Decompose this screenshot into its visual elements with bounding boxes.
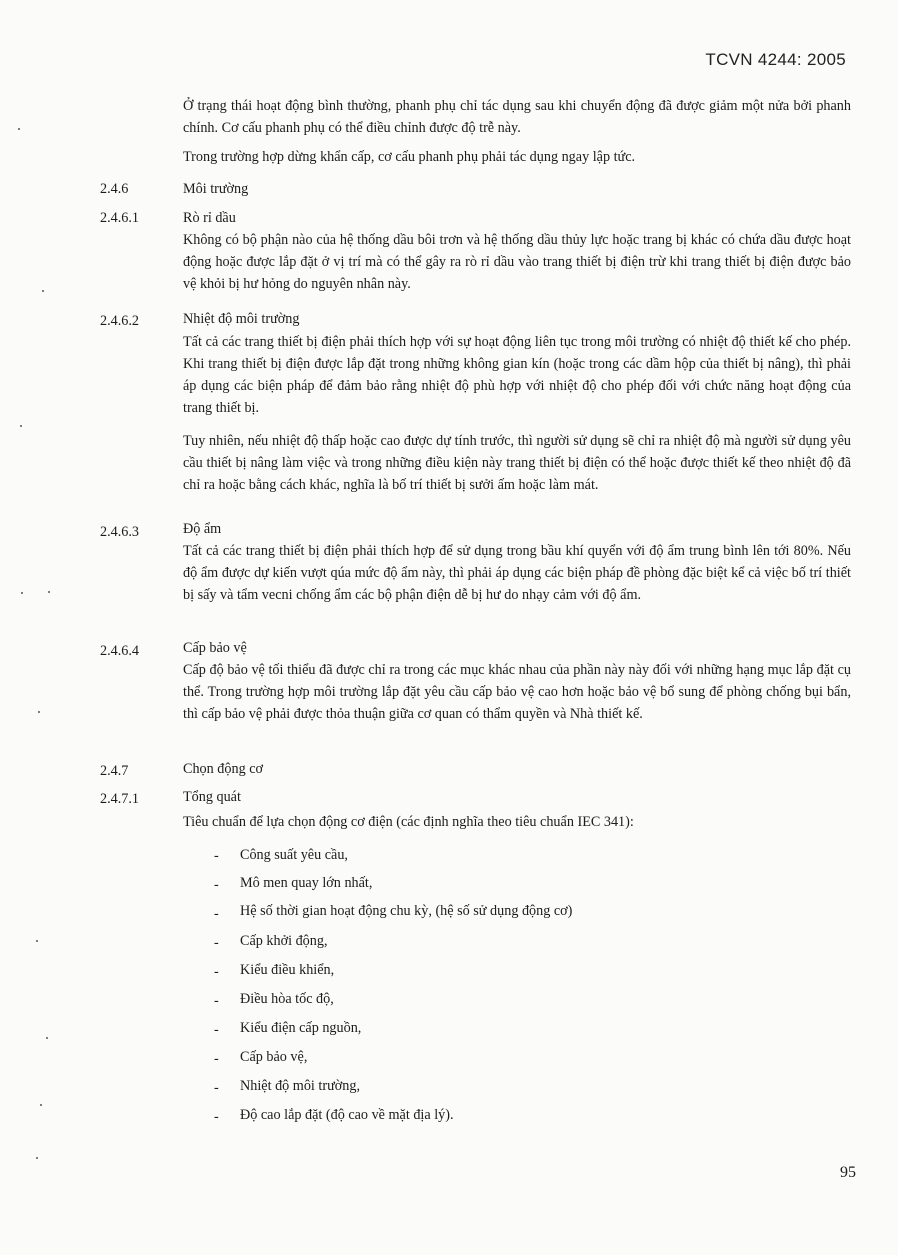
section-text-2-4-6-4: Cấp độ bảo vệ tối thiểu đã được chỉ ra trong các mục khác nhau của phần này này đối với những hạng mục lắp đặt cụ thể. Trong trường hợp môi trường lắp đặt yêu cầu cấp bảo vệ cao hơn hoặc bảo vệ bổ sung để phòng chống bụi bẩn, thì cấp bảo vệ phải được thỏa thuận giữa cơ quan có thẩm quyền và Nhà thiết kế. (183, 662, 851, 722)
list-item: Kiểu điều khiển, (240, 962, 335, 978)
section-title-2-4-6-3: Độ ẩm (183, 521, 222, 537)
section-number-2-4-6-3: 2.4.6.3 (100, 524, 140, 540)
section-text-2-4-6-3: Tất cả các trang thiết bị điện phải thích hợp để sử dụng trong bầu khí quyển với độ ẩm trung bình lên tới 80%. Nếu độ ẩm được dự kiến vượt qúa mức độ ẩm này, thì phải áp dụng các biện pháp đề phòng đặc biệt kể cả việc bố trí thiết bị sấy và tẩm vecni chống ẩm các bộ phận điện dễ bị hư do nhạy cảm với độ ẩm. (183, 543, 851, 603)
scan-speck (46, 1037, 48, 1039)
section-number-2-4-6-1: 2.4.6.1 (100, 210, 140, 226)
section-text-2-4-6-2-b: Tuy nhiên, nếu nhiệt độ thấp hoặc cao được dự tính trước, thì người sử dụng sẽ chỉ ra nhiệt độ mà người sử dụng yêu cầu thiết bị nâng làm việc và trong những điều kiện này trang thiết bị điện có thể hoặc được thiết kế theo nhiệt độ đã chỉ ra hoặc bằng cách khác, nghĩa là bố trí thiết bị sưởi ấm hoặc làm mát. (183, 433, 851, 493)
list-item: Điều hòa tốc độ, (240, 991, 334, 1007)
section-text-2-4-7-1: Tiêu chuẩn để lựa chọn động cơ điện (các định nghĩa theo tiêu chuẩn IEC 341): (183, 814, 634, 830)
list-item: Cấp bảo vệ, (240, 1049, 308, 1065)
section-title-2-4-6-2: Nhiệt độ môi trường (183, 311, 300, 327)
scan-speck (21, 592, 23, 594)
bullet-marker: - (214, 993, 219, 1009)
list-item: Mô men quay lớn nhất, (240, 875, 373, 891)
scan-speck (48, 591, 50, 593)
bullet-marker: - (214, 906, 219, 922)
section-title-2-4-7: Chọn động cơ (183, 761, 264, 777)
page-number: 95 (840, 1164, 856, 1181)
standard-header: TCVN 4244: 2005 (705, 50, 846, 69)
list-item: Kiểu điện cấp nguồn, (240, 1020, 362, 1036)
scan-speck (20, 425, 22, 427)
section-number-2-4-6: 2.4.6 (100, 181, 129, 197)
bullet-marker: - (214, 1109, 219, 1125)
section-number-2-4-6-2: 2.4.6.2 (100, 313, 140, 329)
bullet-marker: - (214, 877, 219, 893)
bullet-marker: - (214, 1051, 219, 1067)
section-text-2-4-6-1: Không có bộ phận nào của hệ thống dầu bôi trơn và hệ thống dầu thủy lực hoặc trang bị khác có chứa dầu được hoạt động hoặc được lắp đặt ở vị trí mà có thể gây ra rò rỉ dầu vào trang thiết bị điện trừ khi trang thiết bị điện được bảo vệ khỏi bị hư hỏng do nguyên nhân này. (183, 232, 851, 292)
bullet-marker: - (214, 964, 219, 980)
list-item: Cấp khởi động, (240, 933, 328, 949)
list-item: Nhiệt độ môi trường, (240, 1078, 361, 1094)
scan-speck (36, 1157, 38, 1159)
list-item: Độ cao lắp đặt (độ cao về mặt địa lý). (240, 1107, 454, 1123)
section-text-2-4-6-2: Tất cả các trang thiết bị điện phải thích hợp với sự hoạt động liên tục trong môi trường có nhiệt độ thiết kế cho phép. Khi trang thiết bị điện được lắp đặt trong những không gian kín (hoặc trong các dầm hộp của thiết bị nâng), thì phải áp dụng các biện pháp để đảm bảo rằng nhiệt độ phù hợp với nhiệt độ cho phép đối với chức năng hoạt động của trang thiết bị. (183, 334, 851, 416)
scan-speck (38, 711, 40, 713)
section-number-2-4-7-1: 2.4.7.1 (100, 791, 140, 807)
scan-speck (40, 1104, 42, 1106)
bullet-marker: - (214, 1022, 219, 1038)
list-item: Công suất yêu cầu, (240, 847, 348, 863)
section-title-2-4-7-1: Tổng quát (183, 789, 241, 805)
bullet-marker: - (214, 935, 219, 951)
intro-paragraph-1: Ở trạng thái hoạt động bình thường, phanh phụ chỉ tác dụng sau khi chuyển động đã được giảm một nửa bởi phanh chính. Cơ cấu phanh phụ có thể điều chỉnh được độ trễ này. (183, 98, 851, 136)
list-item: Hệ số thời gian hoạt động chu kỳ, (hệ số sử dụng động cơ) (240, 903, 573, 919)
bullet-marker: - (214, 848, 219, 864)
section-number-2-4-7: 2.4.7 (100, 763, 129, 779)
scan-speck (18, 128, 20, 130)
section-title-2-4-6: Môi trường (183, 181, 249, 197)
section-title-2-4-6-1: Rò rỉ dầu (183, 210, 236, 226)
intro-paragraph-2: Trong trường hợp dừng khẩn cấp, cơ cấu phanh phụ phải tác dụng ngay lập tức. (183, 149, 636, 165)
scan-speck (36, 940, 38, 942)
bullet-marker: - (214, 1080, 219, 1096)
scan-speck (42, 290, 44, 292)
section-title-2-4-6-4: Cấp bảo vệ (183, 640, 247, 656)
section-number-2-4-6-4: 2.4.6.4 (100, 643, 140, 659)
